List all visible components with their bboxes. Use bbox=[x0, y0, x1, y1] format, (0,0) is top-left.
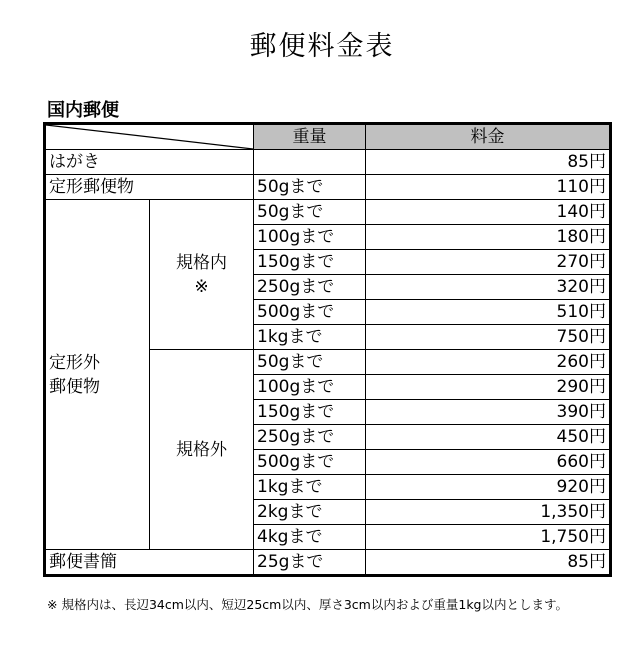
weight-cell: 50gまで bbox=[254, 350, 366, 375]
weight-cell: 100gまで bbox=[254, 225, 366, 250]
weight-cell: 150gまで bbox=[254, 250, 366, 275]
row-label: はがき bbox=[45, 150, 254, 175]
fee-cell: 510円 bbox=[366, 300, 611, 325]
fee-cell: 140円 bbox=[366, 200, 611, 225]
fee-cell: 110円 bbox=[366, 175, 611, 200]
page-title: 郵便料金表 bbox=[249, 31, 395, 62]
fee-cell: 290円 bbox=[366, 375, 611, 400]
weight-cell: 250gまで bbox=[254, 425, 366, 450]
footnote: ※ 規格内は、長辺34cm以内、短辺25cm以内、厚さ3cm以内および重量1kg以内とします。 bbox=[47, 597, 568, 612]
weight-cell: 500gまで bbox=[254, 300, 366, 325]
fee-cell: 1,750円 bbox=[366, 525, 611, 550]
header-corner-cell bbox=[45, 124, 254, 150]
section-heading: 国内郵便 bbox=[47, 100, 119, 121]
fee-cell: 260円 bbox=[366, 350, 611, 375]
header-fee: 料金 bbox=[366, 124, 611, 150]
table-row bbox=[45, 150, 611, 175]
table-row bbox=[45, 550, 611, 576]
fee-cell: 920円 bbox=[366, 475, 611, 500]
table-row bbox=[45, 200, 611, 225]
fee-cell: 450円 bbox=[366, 425, 611, 450]
weight-cell: 4kgまで bbox=[254, 525, 366, 550]
weight-cell: 500gまで bbox=[254, 450, 366, 475]
row-label: 定形郵便物 bbox=[45, 175, 254, 200]
postage-fee-table bbox=[43, 122, 612, 577]
weight-cell: 250gまで bbox=[254, 275, 366, 300]
fee-cell: 85円 bbox=[366, 150, 611, 175]
group-label-teikeigai: 定形外 郵便物 bbox=[45, 200, 150, 550]
table-row bbox=[45, 175, 611, 200]
fee-cell: 270円 bbox=[366, 250, 611, 275]
group-label-kikakunai: 規格内 ※ bbox=[150, 200, 254, 350]
weight-cell: 50gまで bbox=[254, 175, 366, 200]
fee-cell: 660円 bbox=[366, 450, 611, 475]
weight-cell: 1kgまで bbox=[254, 325, 366, 350]
weight-cell: 2kgまで bbox=[254, 500, 366, 525]
fee-cell: 1,350円 bbox=[366, 500, 611, 525]
weight-cell: 100gまで bbox=[254, 375, 366, 400]
fee-cell: 320円 bbox=[366, 275, 611, 300]
group-label-kikakugai: 規格外 bbox=[150, 350, 254, 550]
weight-cell: 50gまで bbox=[254, 200, 366, 225]
fee-cell: 85円 bbox=[366, 550, 611, 576]
fee-cell: 390円 bbox=[366, 400, 611, 425]
row-label: 郵便書簡 bbox=[45, 550, 254, 576]
weight-cell: 25gまで bbox=[254, 550, 366, 576]
table-header-row bbox=[45, 124, 611, 150]
fee-cell: 180円 bbox=[366, 225, 611, 250]
weight-cell: 1kgまで bbox=[254, 475, 366, 500]
weight-cell bbox=[254, 150, 366, 175]
header-weight: 重量 bbox=[254, 124, 366, 150]
diagonal-line bbox=[46, 125, 253, 149]
weight-cell: 150gまで bbox=[254, 400, 366, 425]
fee-cell: 750円 bbox=[366, 325, 611, 350]
